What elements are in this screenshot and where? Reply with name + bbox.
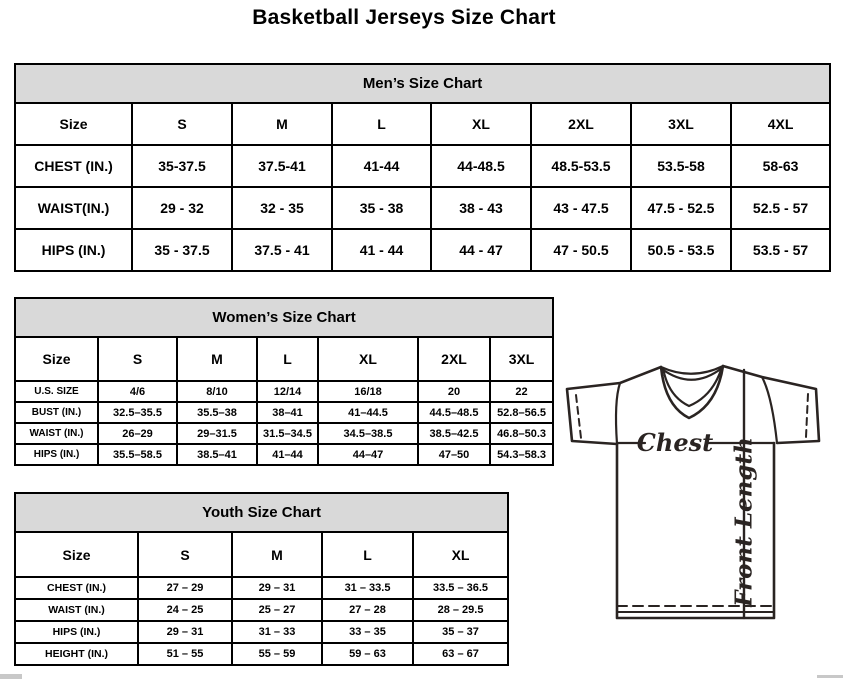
cell-value: 53.5 - 57 — [731, 229, 830, 271]
right-cuff-dashed-line — [806, 394, 808, 437]
cell-value: 29 – 31 — [138, 621, 232, 643]
cell-value: 44–47 — [318, 444, 418, 465]
table-row — [15, 381, 553, 402]
table-row — [15, 621, 508, 643]
row-label: HIPS (IN.) — [15, 229, 132, 271]
column-header: 3XL — [490, 337, 553, 381]
cell-value: 44 - 47 — [431, 229, 531, 271]
column-header: L — [332, 103, 431, 145]
row-label: CHEST (IN.) — [15, 145, 132, 187]
column-header: Size — [15, 103, 132, 145]
column-header-row — [15, 532, 508, 577]
cell-value: 33 – 35 — [322, 621, 413, 643]
jersey-measurement-diagram — [556, 356, 843, 628]
left-cuff-dashed-line — [576, 395, 581, 438]
front-length-label: Front Length — [730, 437, 758, 607]
cell-value: 63 – 67 — [413, 643, 508, 665]
cell-value: 48.5-53.5 — [531, 145, 631, 187]
cell-value: 47–50 — [418, 444, 490, 465]
cell-value: 38–41 — [257, 402, 318, 423]
cell-value: 41-44 — [332, 145, 431, 187]
column-header: 4XL — [731, 103, 830, 145]
cell-value: 12/14 — [257, 381, 318, 402]
row-label: HIPS (IN.) — [15, 444, 98, 465]
table-row — [15, 145, 830, 187]
cell-value: 52.8–56.5 — [490, 402, 553, 423]
column-header: 3XL — [631, 103, 731, 145]
cell-value: 29 – 31 — [232, 577, 322, 599]
column-header: XL — [318, 337, 418, 381]
cell-value: 44.5–48.5 — [418, 402, 490, 423]
cell-value: 51 – 55 — [138, 643, 232, 665]
column-header: Size — [15, 532, 138, 577]
horizontal-scrollbar-fragment-left[interactable] — [0, 674, 22, 679]
column-header: 2XL — [531, 103, 631, 145]
column-header: L — [322, 532, 413, 577]
cell-value: 35 - 37.5 — [132, 229, 232, 271]
cell-value: 37.5-41 — [232, 145, 332, 187]
cell-value: 47.5 - 52.5 — [631, 187, 731, 229]
cell-value: 31 – 33 — [232, 621, 322, 643]
cell-value: 41–44 — [257, 444, 318, 465]
cell-value: 35 - 38 — [332, 187, 431, 229]
table-row — [15, 599, 508, 621]
cell-value: 38.5–41 — [177, 444, 257, 465]
column-header: L — [257, 337, 318, 381]
row-label: WAIST (IN.) — [15, 599, 138, 621]
cell-value: 35-37.5 — [132, 145, 232, 187]
cell-value: 27 – 29 — [138, 577, 232, 599]
cell-value: 41 - 44 — [332, 229, 431, 271]
cell-value: 24 – 25 — [138, 599, 232, 621]
column-header-row — [15, 103, 830, 145]
column-header: XL — [413, 532, 508, 577]
womens-size-table — [14, 297, 554, 466]
table-row — [15, 444, 553, 465]
cell-value: 54.3–58.3 — [490, 444, 553, 465]
table-row — [15, 402, 553, 423]
row-label: CHEST (IN.) — [15, 577, 138, 599]
cell-value: 59 – 63 — [322, 643, 413, 665]
cell-value: 31.5–34.5 — [257, 423, 318, 444]
cell-value: 50.5 - 53.5 — [631, 229, 731, 271]
youth-size-table — [14, 492, 509, 666]
table-row — [15, 643, 508, 665]
column-header: S — [98, 337, 177, 381]
row-label: U.S. SIZE — [15, 381, 98, 402]
column-header: M — [177, 337, 257, 381]
cell-value: 16/18 — [318, 381, 418, 402]
cell-value: 41–44.5 — [318, 402, 418, 423]
cell-value: 47 - 50.5 — [531, 229, 631, 271]
column-header: 2XL — [418, 337, 490, 381]
cell-value: 53.5-58 — [631, 145, 731, 187]
column-header: M — [232, 103, 332, 145]
column-header: M — [232, 532, 322, 577]
table-row — [15, 577, 508, 599]
row-label: WAIST(IN.) — [15, 187, 132, 229]
cell-value: 35.5–38 — [177, 402, 257, 423]
cell-value: 33.5 – 36.5 — [413, 577, 508, 599]
table-row — [15, 423, 553, 444]
cell-value: 38 - 43 — [431, 187, 531, 229]
men-table-title: Men’s Size Chart — [15, 64, 830, 103]
cell-value: 32.5–35.5 — [98, 402, 177, 423]
cell-value: 27 – 28 — [322, 599, 413, 621]
women-table-title: Women’s Size Chart — [15, 298, 553, 337]
cell-value: 44-48.5 — [431, 145, 531, 187]
cell-value: 25 – 27 — [232, 599, 322, 621]
cell-value: 4/6 — [98, 381, 177, 402]
chest-label: Chest — [636, 428, 714, 457]
cell-value: 58-63 — [731, 145, 830, 187]
cell-value: 8/10 — [177, 381, 257, 402]
column-header: S — [138, 532, 232, 577]
jersey-collar — [661, 366, 723, 418]
cell-value: 46.8–50.3 — [490, 423, 553, 444]
cell-value: 35 – 37 — [413, 621, 508, 643]
jersey-right-sleeve — [723, 366, 819, 443]
page-title: Basketball Jerseys Size Chart — [252, 6, 556, 29]
column-header: XL — [431, 103, 531, 145]
row-label: WAIST (IN.) — [15, 423, 98, 444]
cell-value: 38.5–42.5 — [418, 423, 490, 444]
column-header: S — [132, 103, 232, 145]
cell-value: 37.5 - 41 — [232, 229, 332, 271]
cell-value: 35.5–58.5 — [98, 444, 177, 465]
table-row — [15, 187, 830, 229]
table-row — [15, 229, 830, 271]
row-label: HIPS (IN.) — [15, 621, 138, 643]
cell-value: 29–31.5 — [177, 423, 257, 444]
cell-value: 26–29 — [98, 423, 177, 444]
cell-value: 32 - 35 — [232, 187, 332, 229]
cell-value: 29 - 32 — [132, 187, 232, 229]
cell-value: 20 — [418, 381, 490, 402]
youth-table-title: Youth Size Chart — [15, 493, 508, 532]
horizontal-scrollbar-fragment-right[interactable] — [817, 675, 843, 678]
cell-value: 43 - 47.5 — [531, 187, 631, 229]
cell-value: 31 – 33.5 — [322, 577, 413, 599]
mens-size-table — [14, 63, 831, 272]
row-label: BUST (IN.) — [15, 402, 98, 423]
cell-value: 55 – 59 — [232, 643, 322, 665]
column-header: Size — [15, 337, 98, 381]
cell-value: 52.5 - 57 — [731, 187, 830, 229]
cell-value: 22 — [490, 381, 553, 402]
row-label: HEIGHT (IN.) — [15, 643, 138, 665]
column-header-row — [15, 337, 553, 381]
cell-value: 34.5–38.5 — [318, 423, 418, 444]
cell-value: 28 – 29.5 — [413, 599, 508, 621]
